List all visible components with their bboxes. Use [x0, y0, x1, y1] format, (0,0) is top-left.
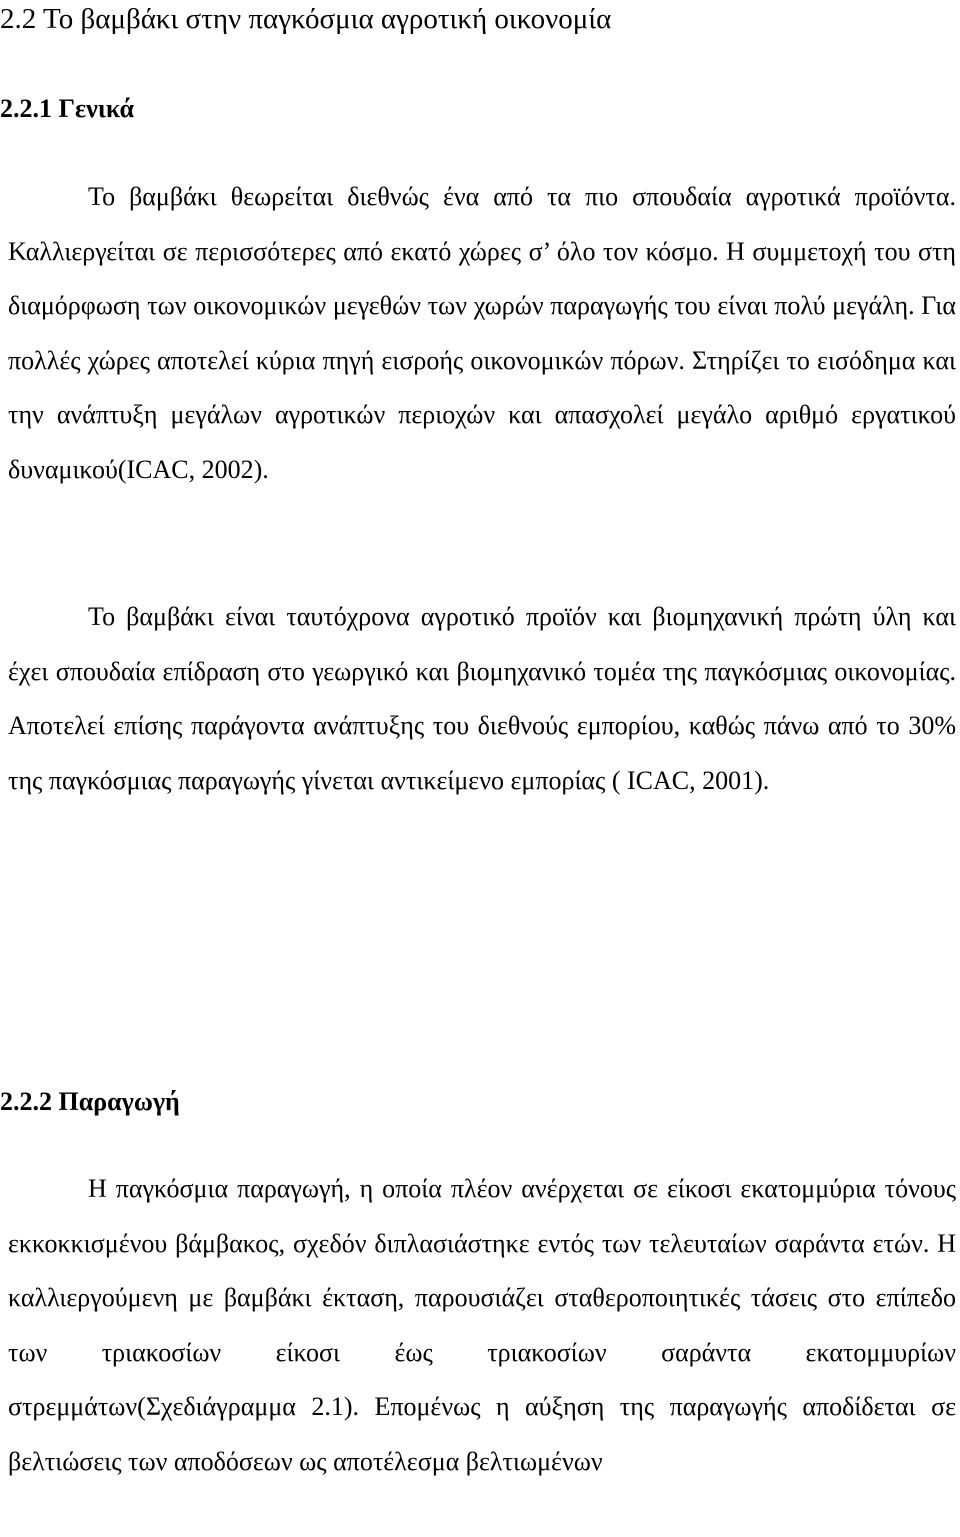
subsection-title-general: 2.2.1 Γενικά: [0, 94, 135, 123]
paragraph-general-1: Το βαμβάκι θεωρείται διεθνώς ένα από τα πιο σπουδαία αγροτικά προϊόντα. Καλλιεργείται σε περισσότερες από εκατό χώρες σ’ όλο τον κόσμο. Η συμμετοχή του στη διαμόρφωση των οικονομικών μεγεθών των χωρών παραγωγής του είναι πολύ μεγάλη. Για πολλές χώρες αποτελεί κύρια πηγή εισροής οικονομικών πόρων. Στηρίζει το εισόδημα και την ανάπτυξη μεγάλων αγροτικών περιοχών και απασχολεί μεγάλο αριθμό εργατικού δυναμικού(ICAC, 2002).: [8, 182, 956, 484]
section-title: 2.2 Το βαμβάκι στην παγκόσμια αγροτική οικονομία: [0, 3, 612, 35]
subsection-title-production: 2.2.2 Παραγωγή: [0, 1087, 180, 1116]
paragraph-production-1: Η παγκόσμια παραγωγή, η οποία πλέον ανέρχεται σε είκοσι εκατομμύρια τόνους εκκοκκισμένου βάμβακος, σχεδόν διπλασιάστηκε εντός των τελευταίων σαράντα ετών. Η καλλιεργούμενη με βαμβάκι έκταση, παρουσιάζει σταθεροποιητικές τάσεις στο επίπεδο των τριακοσίων είκοσι έως τριακοσίων σαράντα εκατομμυρίων στρεμμάτων(Σχεδιάγραμμα 2.1). Επομένως η αύξηση της παραγωγής αποδίδεται σε βελτιώσεις των αποδόσεων ως αποτέλεσμα βελτιωμένων: [8, 1174, 956, 1476]
paragraph-general-2: Το βαμβάκι είναι ταυτόχρονα αγροτικό προϊόν και βιομηχανική πρώτη ύλη και έχει σπουδαία επίδραση στο γεωργικό και βιομηχανικό τομέα της παγκόσμιας οικονομίας. Αποτελεί επίσης παράγοντα ανάπτυξης του διεθνούς εμπορίου, καθώς πάνω από το 30% της παγκόσμιας παραγωγής γίνεται αντικείμενο εμπορίας ( ICAC, 2001).: [8, 602, 956, 795]
